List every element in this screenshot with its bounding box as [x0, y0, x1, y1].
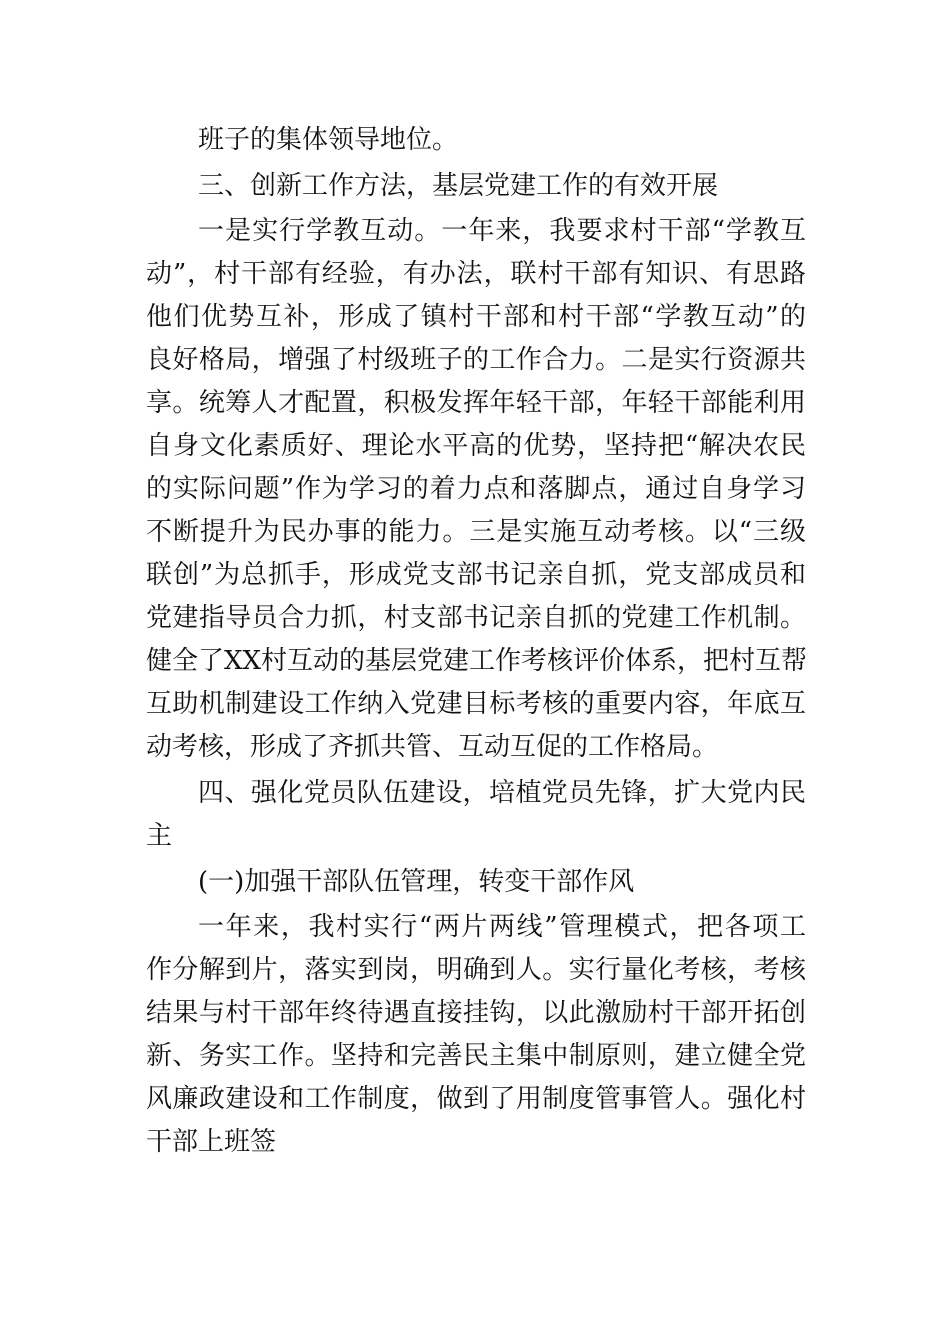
- text-line: 结果与村干部年终待遇直接挂钩，以此激励村干部开拓创: [146, 998, 806, 1028]
- text-line: 新、务实工作。坚持和完善民主集中制原则，建立健全党: [146, 1041, 806, 1071]
- text-line: 不断提升为民办事的能力。三是实施互动考核。以“三级: [146, 517, 806, 547]
- text-line: 享。统筹人才配置，积极发挥年轻干部，年轻干部能利用: [146, 388, 806, 418]
- text-line: 健全了XX村互动的基层党建工作考核评价体系，把村互帮: [146, 646, 808, 676]
- text-line: 班子的集体领导地位。: [198, 125, 459, 155]
- text-line: 动考核，形成了齐抓共管、互动互促的工作格局。: [146, 732, 719, 762]
- text-line: 风廉政建设和工作制度，做到了用制度管事管人。强化村: [146, 1084, 806, 1114]
- text-line: 党建指导员合力抓，村支部书记亲自抓的党建工作机制。: [146, 603, 806, 633]
- text-line: 动”，村干部有经验，有办法，联村干部有知识、有思路: [146, 259, 806, 289]
- text-line: 一年来，我村实行“两片两线”管理模式，把各项工: [198, 912, 806, 942]
- section-heading: 四、强化党员队伍建设，培植党员先锋，扩大党内民: [198, 778, 806, 808]
- text-line: 作分解到片，落实到岗，明确到人。实行量化考核，考核: [146, 955, 806, 985]
- text-line: 互助机制建设工作纳入党建目标考核的重要内容，年底互: [146, 689, 806, 719]
- text-line: 一是实行学教互动。一年来，我要求村干部“学教互: [198, 216, 806, 246]
- subsection-heading: (一)加强干部队伍管理，转变干部作风: [198, 867, 635, 897]
- section-heading-continuation: 主: [146, 821, 173, 851]
- text-line: 他们优势互补，形成了镇村干部和村干部“学教互动”的: [146, 302, 806, 332]
- text-line: 良好格局，增强了村级班子的工作合力。二是实行资源共: [146, 345, 806, 375]
- text-line: 干部上班签: [146, 1127, 277, 1157]
- section-heading: 三、创新工作方法，基层党建工作的有效开展: [198, 171, 719, 201]
- text-line: 联创”为总抓手，形成党支部书记亲自抓，党支部成员和: [146, 560, 806, 590]
- text-line: 的实际问题”作为学习的着力点和落脚点，通过自身学习: [146, 474, 806, 504]
- text-line: 自身文化素质好、理论水平高的优势，坚持把“解决农民: [146, 431, 806, 461]
